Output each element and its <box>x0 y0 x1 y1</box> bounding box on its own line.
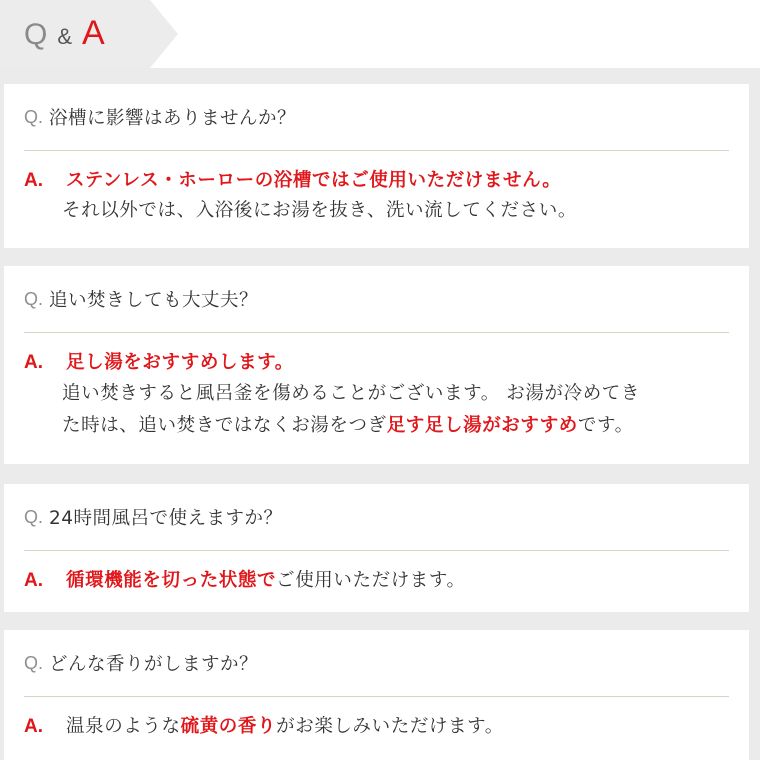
qa-card-bathtub <box>4 84 749 248</box>
answer-text: それ以外では、入浴後にお湯を抜き、洗い流してください。 <box>62 200 577 221</box>
question-marker: Q. <box>24 506 44 527</box>
answer-highlight-inline: 足す足し湯がおすすめ <box>386 415 578 436</box>
answer-highlight: 足し湯をおすすめします。 <box>66 352 294 373</box>
question-text: 追い焚きしても大丈夫？ <box>49 290 259 311</box>
title-a: A <box>82 14 105 52</box>
divider <box>24 550 729 551</box>
question-marker: Q. <box>24 652 44 673</box>
answer-text <box>66 712 504 738</box>
answer-text-line <box>24 410 735 442</box>
answer-text-post: ご使用いただけます。 <box>276 570 466 591</box>
answer <box>24 166 735 222</box>
question-text: どんな香りがしますか？ <box>49 654 259 675</box>
divider <box>24 332 729 333</box>
answer-text-pre: た時は、追い焚きではなくお湯をつぎ <box>62 415 387 436</box>
answer-marker: A. <box>24 716 43 737</box>
answer-marker: A. <box>24 570 43 591</box>
question-marker: Q. <box>24 288 44 309</box>
answer-marker: A. <box>24 170 43 191</box>
divider <box>24 696 729 697</box>
title-q: Q <box>24 18 48 51</box>
answer-text-post: がお楽しみいただけます。 <box>276 716 504 737</box>
answer <box>24 566 735 596</box>
qa-card-24h-bath <box>4 484 749 612</box>
answer-highlight-inline: 硫黄の香り <box>180 716 277 737</box>
question-text: 24時間風呂で使えますか？ <box>49 508 283 529</box>
answer-highlight: ステンレス・ホーローの浴槽ではご使用いただけません。 <box>66 170 562 191</box>
question-row <box>24 630 729 696</box>
qa-card-reheat <box>4 266 749 464</box>
qa-title <box>24 14 105 54</box>
title-amp: & <box>57 24 73 49</box>
question-row <box>24 266 729 332</box>
question-row <box>24 84 729 150</box>
answer-highlight-inline: 循環機能を切った状態で <box>66 570 277 591</box>
question-text: 浴槽に影響はありませんか？ <box>49 108 297 129</box>
answer <box>24 348 735 442</box>
header-band <box>0 0 760 68</box>
divider <box>24 150 729 151</box>
answer-text-post: です。 <box>577 415 634 436</box>
question-row <box>24 484 729 550</box>
answer-text <box>66 566 466 592</box>
qa-card-scent <box>4 630 749 760</box>
answer-text-line: 追い焚きすると風呂釜を傷めることがございます。 お湯が冷めてき <box>62 383 641 404</box>
answer-marker: A. <box>24 352 43 373</box>
answer-text-pre: 温泉のような <box>66 716 181 737</box>
answer <box>24 712 735 742</box>
question-marker: Q. <box>24 106 44 127</box>
